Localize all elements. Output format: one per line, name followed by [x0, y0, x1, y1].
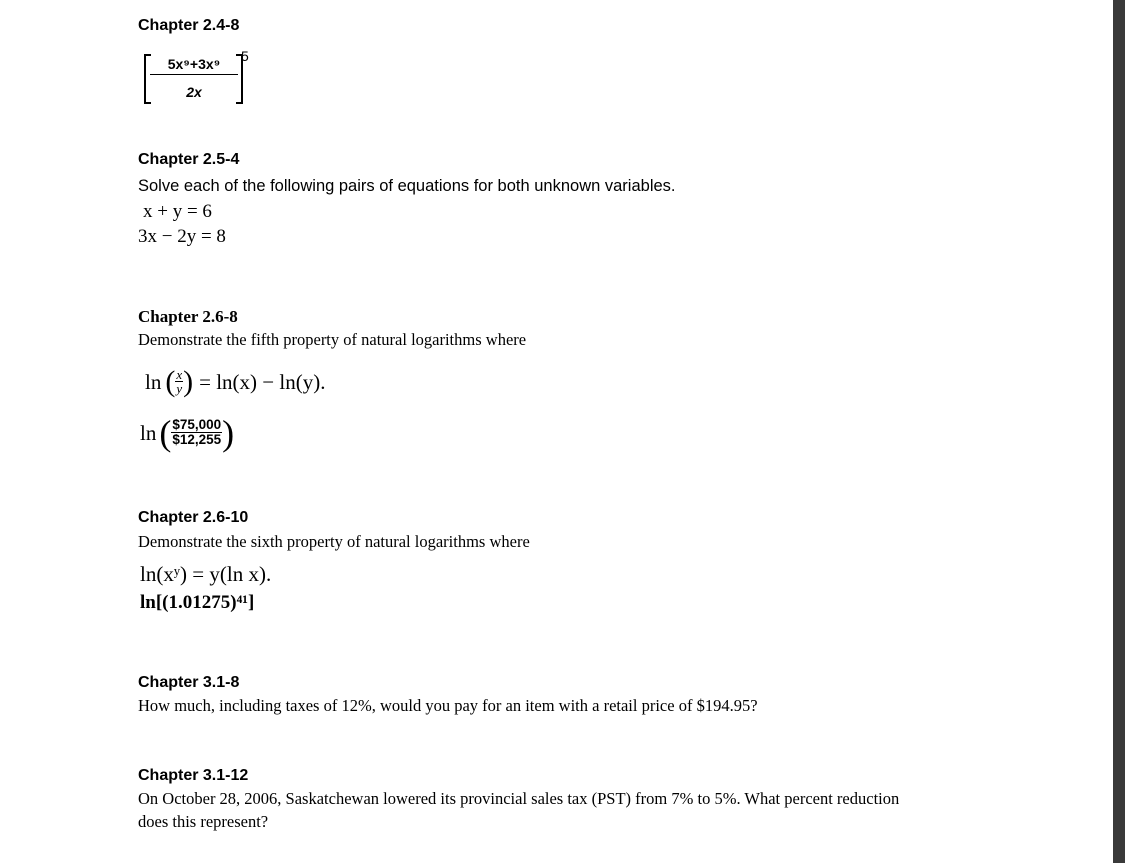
section-text: How much, including taxes of 12%, would you pay for an item with a retail price of $194.95?: [138, 696, 758, 715]
section-heading: Chapter 2.5-4: [138, 151, 240, 168]
open-paren: (: [159, 413, 172, 453]
exponent: 5: [241, 48, 249, 64]
ln-label: ln: [140, 420, 157, 445]
section-heading: Chapter 3.1-8: [138, 674, 240, 691]
fraction-denominator: 2x: [186, 84, 202, 100]
section-text-line-1: On October 28, 2006, Saskatchewan lowered its provincial sales tax (PST) from 7% to 5%. What percent reduction: [138, 789, 900, 808]
section-text: Demonstrate the fifth property of natural logarithms where: [138, 330, 527, 349]
section-text: Demonstrate the sixth property of natural logarithms where: [138, 532, 530, 551]
fraction-numerator: 5x⁹+3x⁹: [150, 56, 238, 75]
fraction-numerator: x: [176, 366, 183, 382]
fraction: [175, 368, 183, 397]
log-power-expression: ln[(1.01275)⁴¹]: [140, 592, 255, 613]
close-paren: ): [222, 413, 235, 453]
window-edge: [1113, 0, 1125, 863]
equation-2: 3x − 2y = 8: [138, 226, 226, 247]
section-heading: Chapter 2.6-8: [138, 307, 238, 326]
section-heading: Chapter 3.1-12: [138, 767, 249, 784]
section-heading: Chapter 2.6-10: [138, 509, 249, 526]
fraction-numerator: $75,000: [172, 416, 222, 432]
log-power-formula: ln(xʸ) = y(ln x).: [140, 562, 272, 586]
fraction-denominator: y: [176, 381, 183, 397]
section-text: Solve each of the following pairs of equations for both unknown variables.: [138, 177, 676, 195]
ln-label: ln: [145, 369, 162, 394]
fraction-denominator: $12,255: [172, 432, 222, 448]
fraction: [171, 418, 222, 448]
open-paren: (: [165, 365, 176, 398]
section-text-line-2: does this represent?: [138, 812, 269, 831]
section-heading: Chapter 2.4-8: [138, 17, 240, 34]
equation-1: x + y = 6: [143, 201, 212, 222]
exponent-expression: [140, 50, 270, 106]
log-quotient-expression: [140, 409, 234, 457]
close-paren: ): [183, 365, 194, 398]
log-quotient-formula: [145, 361, 325, 403]
formula-rhs: = ln(x) − ln(y).: [199, 369, 326, 394]
